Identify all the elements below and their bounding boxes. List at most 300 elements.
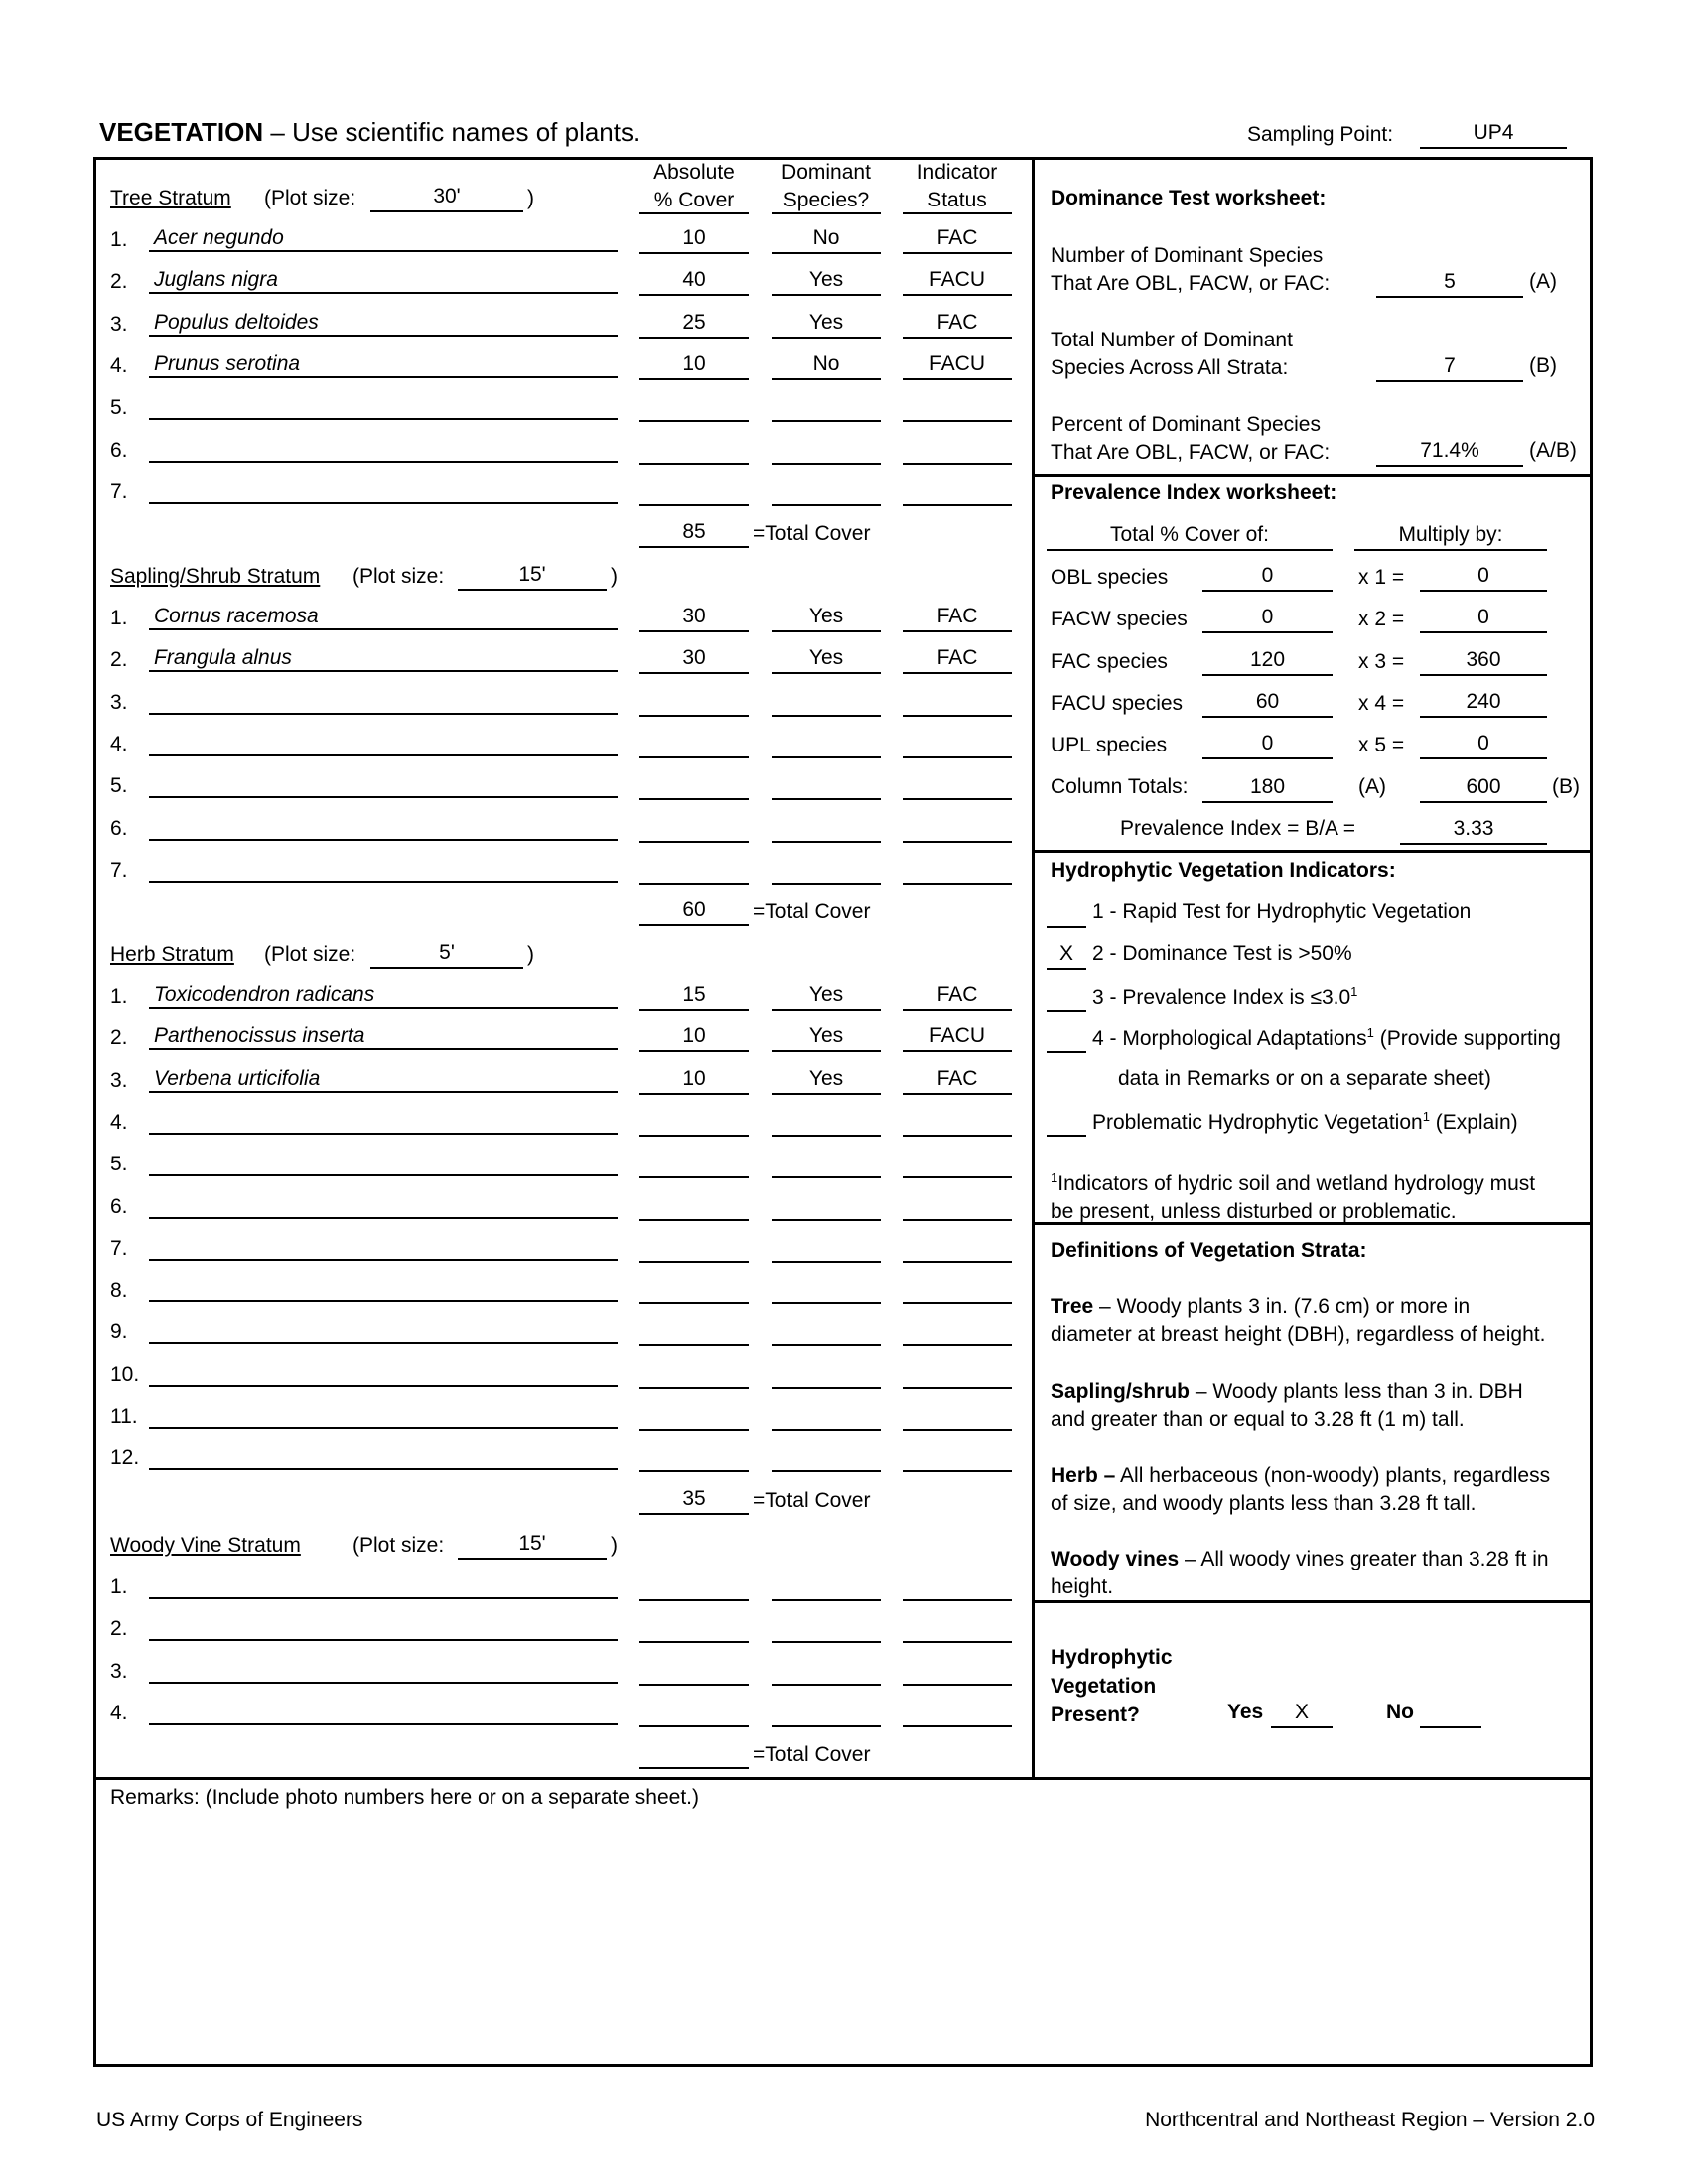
tree-stratum-title: Tree Stratum — [110, 187, 231, 209]
dominance-b-label — [1051, 327, 1293, 382]
sapling-shrub-row-number: 1. — [110, 607, 128, 629]
dominance-ab-label — [1051, 411, 1330, 467]
herb-total-cover-value: 35 — [682, 1487, 706, 1510]
sapling-shrub-status-field[interactable] — [903, 857, 1012, 885]
prevalence-cover-field[interactable] — [1202, 732, 1333, 759]
woody-vine-plot-size-close: ) — [611, 1534, 618, 1557]
herb-cover-value: 10 — [682, 1067, 706, 1090]
tree-dominant-field[interactable] — [772, 437, 881, 465]
indicator-3-checkbox[interactable] — [1047, 984, 1086, 1012]
definition-woody-vines-line1: All woody vines greater than 3.28 ft in — [1200, 1548, 1549, 1570]
remarks-divider — [93, 1777, 1593, 1780]
sampling-point-value: UP4 — [1473, 121, 1514, 144]
definition-sapling-shrub-term: Sapling/shrub — [1051, 1380, 1191, 1403]
tree-species-field[interactable] — [149, 437, 618, 463]
present-yes-value: X — [1294, 1701, 1309, 1723]
woody-vine-plot-size-value: 15' — [518, 1532, 546, 1555]
present-yes-field[interactable] — [1271, 1701, 1333, 1728]
herb-dominant-field[interactable] — [772, 1277, 881, 1304]
sapling-shrub-status-field[interactable] — [903, 772, 1012, 800]
prevalence-result-field[interactable] — [1420, 732, 1547, 759]
indicator-4-line2: data in Remarks or on a separate sheet) — [1118, 1067, 1491, 1090]
sapling-shrub-plot-size-close: ) — [611, 565, 618, 588]
herb-row-number: 9. — [110, 1320, 128, 1343]
tree-row-number: 5. — [110, 396, 128, 419]
sapling-shrub-cover-field[interactable] — [639, 605, 749, 632]
tree-status-field[interactable] — [903, 268, 1012, 296]
tree-cover-field[interactable] — [639, 352, 749, 380]
tree-status-field[interactable] — [903, 226, 1012, 254]
sapling-shrub-row-number: 5. — [110, 774, 128, 797]
tree-dominant-value: No — [812, 352, 840, 375]
indicator-5-sup: 1 — [1422, 1109, 1430, 1124]
vegetation-present-label — [1051, 1643, 1173, 1729]
tree-status-field[interactable] — [903, 352, 1012, 380]
sapling-shrub-species-field[interactable] — [149, 815, 618, 841]
form-title-rest: – Use scientific names of plants. — [263, 117, 641, 147]
woody-vine-status-field[interactable] — [903, 1573, 1012, 1601]
tree-status-value: FACU — [928, 352, 985, 375]
sapling-shrub-cover-field[interactable] — [639, 731, 749, 758]
tree-species-name: Populus deltoides — [154, 311, 319, 334]
herb-species-field[interactable] — [149, 1318, 618, 1344]
sapling-shrub-status-field[interactable] — [903, 646, 1012, 674]
woody-vine-status-field[interactable] — [903, 1700, 1012, 1727]
herb-dominant-field[interactable] — [772, 1361, 881, 1389]
definition-sapling-shrub-line2: and greater than or equal to 3.28 ft (1 m) tall. — [1051, 1408, 1465, 1431]
herb-row-number: 11. — [110, 1405, 138, 1428]
herb-cover-field[interactable] — [639, 1109, 749, 1137]
dominance-ab-label-line2: That Are OBL, FACW, or FAC: — [1051, 441, 1331, 464]
herb-row-number: 3. — [110, 1069, 128, 1092]
herb-status-field[interactable] — [903, 1277, 1012, 1304]
sapling-shrub-cover-field[interactable] — [639, 857, 749, 885]
dominance-a-label-line2: That Are OBL, FACW, or FAC: — [1051, 272, 1331, 295]
tree-status-field[interactable] — [903, 478, 1012, 506]
tree-species-field[interactable] — [149, 311, 618, 337]
herb-cover-field[interactable] — [639, 983, 749, 1011]
sapling-shrub-dominant-field[interactable] — [772, 772, 881, 800]
sapling-shrub-dominant-field[interactable] — [772, 815, 881, 843]
woody-vine-total-cover-field[interactable] — [639, 1741, 749, 1769]
sapling-shrub-dominant-field[interactable] — [772, 646, 881, 674]
herb-cover-field[interactable] — [639, 1444, 749, 1472]
woody-vine-species-field[interactable] — [149, 1700, 618, 1725]
indicator-3-sup: 1 — [1350, 984, 1358, 999]
dominance-b-label-line2: Species Across All Strata: — [1051, 356, 1289, 379]
tree-cover-value: 40 — [682, 268, 706, 291]
herb-total-cover-label: =Total Cover — [753, 1489, 871, 1512]
sapling-shrub-species-name: Frangula alnus — [154, 646, 292, 669]
herb-cover-field[interactable] — [639, 1193, 749, 1221]
herb-status-field[interactable] — [903, 1024, 1012, 1052]
sapling-shrub-species-field[interactable] — [149, 857, 618, 883]
herb-row-number: 12. — [110, 1446, 140, 1469]
sapling-shrub-cover-value: 30 — [682, 605, 706, 627]
indicator-4-label: 4 - Morphological Adaptations — [1092, 1027, 1367, 1050]
prevalence-cover-field[interactable] — [1202, 690, 1333, 718]
woody-vine-total-cover-label: =Total Cover — [753, 1743, 871, 1766]
herb-status-field[interactable] — [903, 1318, 1012, 1346]
footnote-line2: be present, unless disturbed or problematic. — [1051, 1200, 1457, 1223]
absolute-header-line2: % Cover — [653, 189, 735, 211]
herb-cover-field[interactable] — [639, 1403, 749, 1431]
herb-status-field[interactable] — [903, 1403, 1012, 1431]
woody-vine-dominant-field[interactable] — [772, 1615, 881, 1643]
tree-dominant-field[interactable] — [772, 311, 881, 339]
prevalence-result-value: 0 — [1477, 606, 1489, 628]
herb-row-number: 8. — [110, 1279, 128, 1301]
definition-woody-vines-sep: – — [1179, 1548, 1201, 1570]
present-no-field[interactable] — [1420, 1701, 1481, 1728]
sapling-shrub-dominant-field[interactable] — [772, 689, 881, 717]
tree-cover-field[interactable] — [639, 437, 749, 465]
vegetation-present-line2: Vegetation — [1051, 1675, 1157, 1698]
tree-dominant-value: No — [812, 226, 840, 249]
herb-species-field[interactable] — [149, 1151, 618, 1176]
herb-dominant-field[interactable] — [772, 1444, 881, 1472]
woody-vine-dominant-field[interactable] — [772, 1573, 881, 1601]
sapling-shrub-plot-size-label: (Plot size: — [352, 565, 445, 588]
dominance-a-value: 5 — [1444, 270, 1456, 293]
tree-dominant-value: Yes — [808, 268, 844, 291]
prevalence-title: Prevalence Index worksheet: — [1051, 481, 1337, 504]
definition-tree-line1: Woody plants 3 in. (7.6 cm) or more in — [1116, 1296, 1471, 1318]
herb-status-value: FAC — [936, 1067, 978, 1090]
prevalence-result-value: 0 — [1477, 564, 1489, 587]
vegetation-present-line1: Hydrophytic — [1051, 1646, 1173, 1669]
definition-herb — [1051, 1462, 1550, 1518]
sampling-point-field[interactable] — [1420, 121, 1567, 149]
tree-dominant-field[interactable] — [772, 352, 881, 380]
herb-status-field[interactable] — [903, 1444, 1012, 1472]
indicator-5-rest: (Explain) — [1429, 1111, 1518, 1134]
indicator-header-line1: Indicator — [916, 161, 998, 184]
tree-dominant-field[interactable] — [772, 478, 881, 506]
dominance-ab-field[interactable] — [1376, 439, 1523, 467]
herb-plot-size-field[interactable] — [370, 941, 523, 969]
sapling-shrub-species-field[interactable] — [149, 731, 618, 756]
dominance-a-field[interactable] — [1376, 270, 1523, 298]
tree-species-field[interactable] — [149, 352, 618, 378]
herb-dominant-field[interactable] — [772, 1109, 881, 1137]
indicator-1-checkbox[interactable] — [1047, 900, 1086, 928]
herb-dominant-value: Yes — [808, 1024, 844, 1047]
tree-species-field[interactable] — [149, 394, 618, 420]
dominance-a-label-line1: Number of Dominant Species — [1051, 244, 1324, 267]
sapling-shrub-cover-field[interactable] — [639, 815, 749, 843]
column-total-a-field[interactable] — [1202, 775, 1333, 803]
herb-species-field[interactable] — [149, 1193, 618, 1219]
woody-vine-dominant-field[interactable] — [772, 1700, 881, 1727]
herb-dominant-field[interactable] — [772, 1151, 881, 1178]
vegetation-present-line3: Present? — [1051, 1704, 1140, 1726]
definition-tree — [1051, 1294, 1545, 1349]
sapling-shrub-species-field[interactable] — [149, 646, 618, 672]
tree-status-value: FAC — [936, 226, 978, 249]
herb-species-field[interactable] — [149, 1277, 618, 1302]
herb-dominant-field[interactable] — [772, 1024, 881, 1052]
tree-total-cover-label: =Total Cover — [753, 522, 871, 545]
herb-cover-field[interactable] — [639, 1067, 749, 1095]
tree-total-cover-field[interactable] — [639, 520, 749, 548]
tree-total-cover-value: 85 — [682, 520, 706, 543]
sapling-shrub-dominant-value: Yes — [808, 646, 844, 669]
dominance-b-field[interactable] — [1376, 354, 1523, 382]
herb-total-cover-field[interactable] — [639, 1487, 749, 1515]
tree-status-field[interactable] — [903, 394, 1012, 422]
tree-status-field[interactable] — [903, 311, 1012, 339]
tree-dominant-value: Yes — [808, 311, 844, 334]
definition-woody-vines-term: Woody vines — [1051, 1548, 1180, 1570]
herb-plot-size-label: (Plot size: — [264, 943, 356, 966]
indicator-4-text — [1092, 1025, 1561, 1051]
dominance-b-value: 7 — [1444, 354, 1456, 377]
prevalence-cover-field[interactable] — [1202, 648, 1333, 676]
sapling-shrub-status-field[interactable] — [903, 815, 1012, 843]
tree-row-number: 4. — [110, 354, 128, 377]
woody-vine-row-number: 4. — [110, 1702, 128, 1724]
sapling-shrub-dominant-value: Yes — [808, 605, 844, 627]
herb-cover-field[interactable] — [639, 1361, 749, 1389]
dominant-header-line2: Species? — [782, 189, 870, 211]
woody-vine-cover-field[interactable] — [639, 1700, 749, 1727]
herb-row-number: 2. — [110, 1026, 128, 1049]
prevalence-multiplier: x 3 = — [1358, 650, 1405, 673]
prevalence-result-field[interactable] — [1420, 690, 1547, 718]
herb-plot-size-value: 5' — [439, 941, 455, 964]
column-totals-label: Column Totals: — [1051, 775, 1189, 798]
dominance-b-tag: (B) — [1529, 354, 1557, 377]
prevalence-result-field[interactable] — [1420, 648, 1547, 676]
herb-status-field[interactable] — [903, 1361, 1012, 1389]
herb-row-number: 4. — [110, 1111, 128, 1134]
present-no-label: No — [1386, 1701, 1414, 1723]
dominance-ab-value: 71.4% — [1420, 439, 1479, 462]
tree-species-field[interactable] — [149, 226, 618, 252]
prevalence-row-label: FAC species — [1051, 650, 1168, 673]
herb-status-field[interactable] — [903, 1151, 1012, 1178]
sapling-shrub-dominant-field[interactable] — [772, 731, 881, 758]
tree-dominant-field[interactable] — [772, 226, 881, 254]
tree-cover-field[interactable] — [639, 311, 749, 339]
indicator-5-checkbox[interactable] — [1047, 1109, 1086, 1137]
herb-species-field[interactable] — [149, 1403, 618, 1429]
woody-vine-cover-field[interactable] — [639, 1658, 749, 1686]
prevalence-result-field[interactable] — [1420, 606, 1547, 633]
tree-plot-size-field[interactable] — [370, 185, 523, 212]
woody-vine-species-field[interactable] — [149, 1573, 618, 1599]
herb-species-field[interactable] — [149, 1067, 618, 1093]
tree-status-value: FAC — [936, 311, 978, 334]
indicator-2-label: 2 - Dominance Test is >50% — [1092, 942, 1352, 965]
prevalence-cover-field[interactable] — [1202, 564, 1333, 592]
sapling-shrub-cover-field[interactable] — [639, 772, 749, 800]
herb-species-field[interactable] — [149, 1109, 618, 1135]
dominance-a-label — [1051, 242, 1330, 298]
tree-dominant-field[interactable] — [772, 268, 881, 296]
footer-right: Northcentral and Northeast Region – Version 2.0 — [1145, 2109, 1595, 2131]
tree-plot-size-value: 30' — [433, 185, 461, 207]
tree-status-field[interactable] — [903, 437, 1012, 465]
prevalence-row-label: OBL species — [1051, 566, 1169, 589]
prevalence-multiplier: x 1 = — [1358, 566, 1405, 589]
sapling-shrub-total-cover-field[interactable] — [639, 898, 749, 926]
dominant-header-rule — [772, 187, 881, 214]
absolute-header-rule — [639, 187, 749, 214]
prevalence-cover-value: 0 — [1261, 606, 1274, 628]
column-total-a-value: 180 — [1249, 775, 1286, 798]
sapling-shrub-row-number: 2. — [110, 648, 128, 671]
sapling-shrub-species-field[interactable] — [149, 689, 618, 715]
herb-row-number: 10. — [110, 1363, 140, 1386]
herb-cover-value: 10 — [682, 1024, 706, 1047]
herb-dominant-field[interactable] — [772, 1193, 881, 1221]
indicator-4-sup: 1 — [1366, 1025, 1374, 1040]
indicator-1-label: 1 - Rapid Test for Hydrophytic Vegetation — [1092, 900, 1472, 923]
herb-species-name: Parthenocissus inserta — [154, 1024, 365, 1047]
herb-status-value: FAC — [936, 983, 978, 1006]
herb-cover-field[interactable] — [639, 1318, 749, 1346]
indicator-4-rest: (Provide supporting — [1373, 1027, 1561, 1050]
footnote-line1: Indicators of hydric soil and wetland hydrology must — [1057, 1172, 1536, 1195]
herb-status-field[interactable] — [903, 1067, 1012, 1095]
prevalence-cover-field[interactable] — [1202, 606, 1333, 633]
woody-vine-row-number: 2. — [110, 1617, 128, 1640]
herb-status-field[interactable] — [903, 1235, 1012, 1263]
dominance-ab-tag: (A/B) — [1529, 439, 1577, 462]
indicator-2-text — [1092, 942, 1352, 966]
definition-herb-term: Herb – — [1051, 1464, 1116, 1487]
form-title — [99, 117, 640, 148]
indicator-3-label: 3 - Prevalence Index is ≤3.0 — [1092, 986, 1351, 1009]
prevalence-multiplier: x 5 = — [1358, 734, 1405, 756]
woody-vine-dominant-field[interactable] — [772, 1658, 881, 1686]
herb-dominant-field[interactable] — [772, 1235, 881, 1263]
definitions-title: Definitions of Vegetation Strata: — [1051, 1239, 1367, 1262]
prevalence-index-field[interactable] — [1400, 817, 1547, 845]
sapling-shrub-cover-value: 30 — [682, 646, 706, 669]
herb-status-field[interactable] — [903, 1193, 1012, 1221]
herb-cover-value: 15 — [682, 983, 706, 1006]
tree-row-number: 2. — [110, 270, 128, 293]
herb-status-field[interactable] — [903, 1109, 1012, 1137]
tree-dominant-field[interactable] — [772, 394, 881, 422]
herb-plot-size-close: ) — [527, 943, 534, 966]
tree-species-field[interactable] — [149, 268, 618, 294]
prevalence-result-value: 0 — [1477, 732, 1489, 754]
tree-cover-field[interactable] — [639, 478, 749, 506]
sapling-shrub-cover-field[interactable] — [639, 689, 749, 717]
sapling-shrub-row-number: 4. — [110, 733, 128, 755]
dominant-header-line1: Dominant — [781, 161, 871, 184]
herb-dominant-field[interactable] — [772, 1403, 881, 1431]
sapling-shrub-species-field[interactable] — [149, 605, 618, 630]
herb-species-field[interactable] — [149, 983, 618, 1009]
tree-status-value: FACU — [928, 268, 985, 291]
woody-vine-plot-size-field[interactable] — [458, 1532, 607, 1560]
herb-species-field[interactable] — [149, 1444, 618, 1470]
herb-species-name: Verbena urticifolia — [154, 1067, 321, 1090]
herb-row-number: 7. — [110, 1237, 128, 1260]
sapling-shrub-species-field[interactable] — [149, 772, 618, 798]
herb-dominant-value: Yes — [808, 1067, 844, 1090]
woody-vine-cover-field[interactable] — [639, 1573, 749, 1601]
definition-sapling-shrub-line1: Woody plants less than 3 in. DBH — [1212, 1380, 1523, 1403]
prevalence-result-value: 240 — [1466, 690, 1501, 713]
tree-species-field[interactable] — [149, 478, 618, 504]
prevalence-col2-header — [1354, 523, 1547, 551]
woody-vine-species-field[interactable] — [149, 1658, 618, 1684]
tree-cover-field[interactable] — [639, 226, 749, 254]
prevalence-col2-label: Multiply by: — [1398, 523, 1503, 546]
remarks-area[interactable] — [99, 1817, 1587, 2060]
tree-cover-field[interactable] — [639, 268, 749, 296]
sapling-shrub-status-field[interactable] — [903, 731, 1012, 758]
sapling-shrub-status-field[interactable] — [903, 689, 1012, 717]
sapling-shrub-status-value: FAC — [936, 646, 978, 669]
column-total-b-field[interactable] — [1420, 775, 1547, 803]
prevalence-result-value: 360 — [1466, 648, 1501, 671]
tree-cover-value: 10 — [682, 352, 706, 375]
herb-dominant-field[interactable] — [772, 1067, 881, 1095]
tree-row-number: 3. — [110, 313, 128, 336]
woody-vine-stratum-title: Woody Vine Stratum — [110, 1534, 301, 1557]
woody-vine-row-number: 3. — [110, 1660, 128, 1683]
herb-status-field[interactable] — [903, 983, 1012, 1011]
herb-dominant-field[interactable] — [772, 983, 881, 1011]
sapling-shrub-dominant-field[interactable] — [772, 605, 881, 632]
divider-dominance-prevalence — [1032, 474, 1593, 477]
tree-cover-field[interactable] — [639, 394, 749, 422]
herb-dominant-field[interactable] — [772, 1318, 881, 1346]
indicator-2-checkbox[interactable] — [1047, 942, 1086, 970]
sapling-shrub-dominant-field[interactable] — [772, 857, 881, 885]
herb-species-field[interactable] — [149, 1024, 618, 1050]
sapling-shrub-cover-field[interactable] — [639, 646, 749, 674]
indicator-4-checkbox[interactable] — [1047, 1025, 1086, 1053]
herb-row-number: 1. — [110, 985, 128, 1008]
prevalence-multiplier: x 4 = — [1358, 692, 1405, 715]
herb-cover-field[interactable] — [639, 1235, 749, 1263]
woody-vine-cover-field[interactable] — [639, 1615, 749, 1643]
dominance-a-tag: (A) — [1529, 270, 1557, 293]
column-total-b-tag: (B) — [1552, 775, 1580, 798]
woody-vine-species-field[interactable] — [149, 1615, 618, 1641]
column-divider — [1032, 157, 1035, 1779]
prevalence-result-field[interactable] — [1420, 564, 1547, 592]
woody-vine-status-field[interactable] — [903, 1658, 1012, 1686]
sapling-shrub-species-name: Cornus racemosa — [154, 605, 319, 627]
sapling-shrub-plot-size-field[interactable] — [458, 563, 607, 591]
prevalence-row-label: FACW species — [1051, 608, 1188, 630]
prevalence-col1-label: Total % Cover of: — [1110, 523, 1269, 546]
sapling-shrub-status-field[interactable] — [903, 605, 1012, 632]
herb-species-field[interactable] — [149, 1361, 618, 1387]
woody-vine-status-field[interactable] — [903, 1615, 1012, 1643]
herb-species-field[interactable] — [149, 1235, 618, 1261]
indicator-5-text — [1092, 1109, 1518, 1135]
prevalence-index-label: Prevalence Index = B/A = — [1120, 817, 1355, 840]
sampling-point-label: Sampling Point: — [1247, 123, 1394, 146]
indicator-3-text — [1092, 984, 1357, 1010]
herb-species-name: Toxicodendron radicans — [154, 983, 375, 1006]
herb-cover-field[interactable] — [639, 1024, 749, 1052]
herb-cover-field[interactable] — [639, 1277, 749, 1304]
herb-cover-field[interactable] — [639, 1151, 749, 1178]
prevalence-cover-value: 0 — [1261, 732, 1274, 754]
prevalence-cover-value: 0 — [1261, 564, 1274, 587]
